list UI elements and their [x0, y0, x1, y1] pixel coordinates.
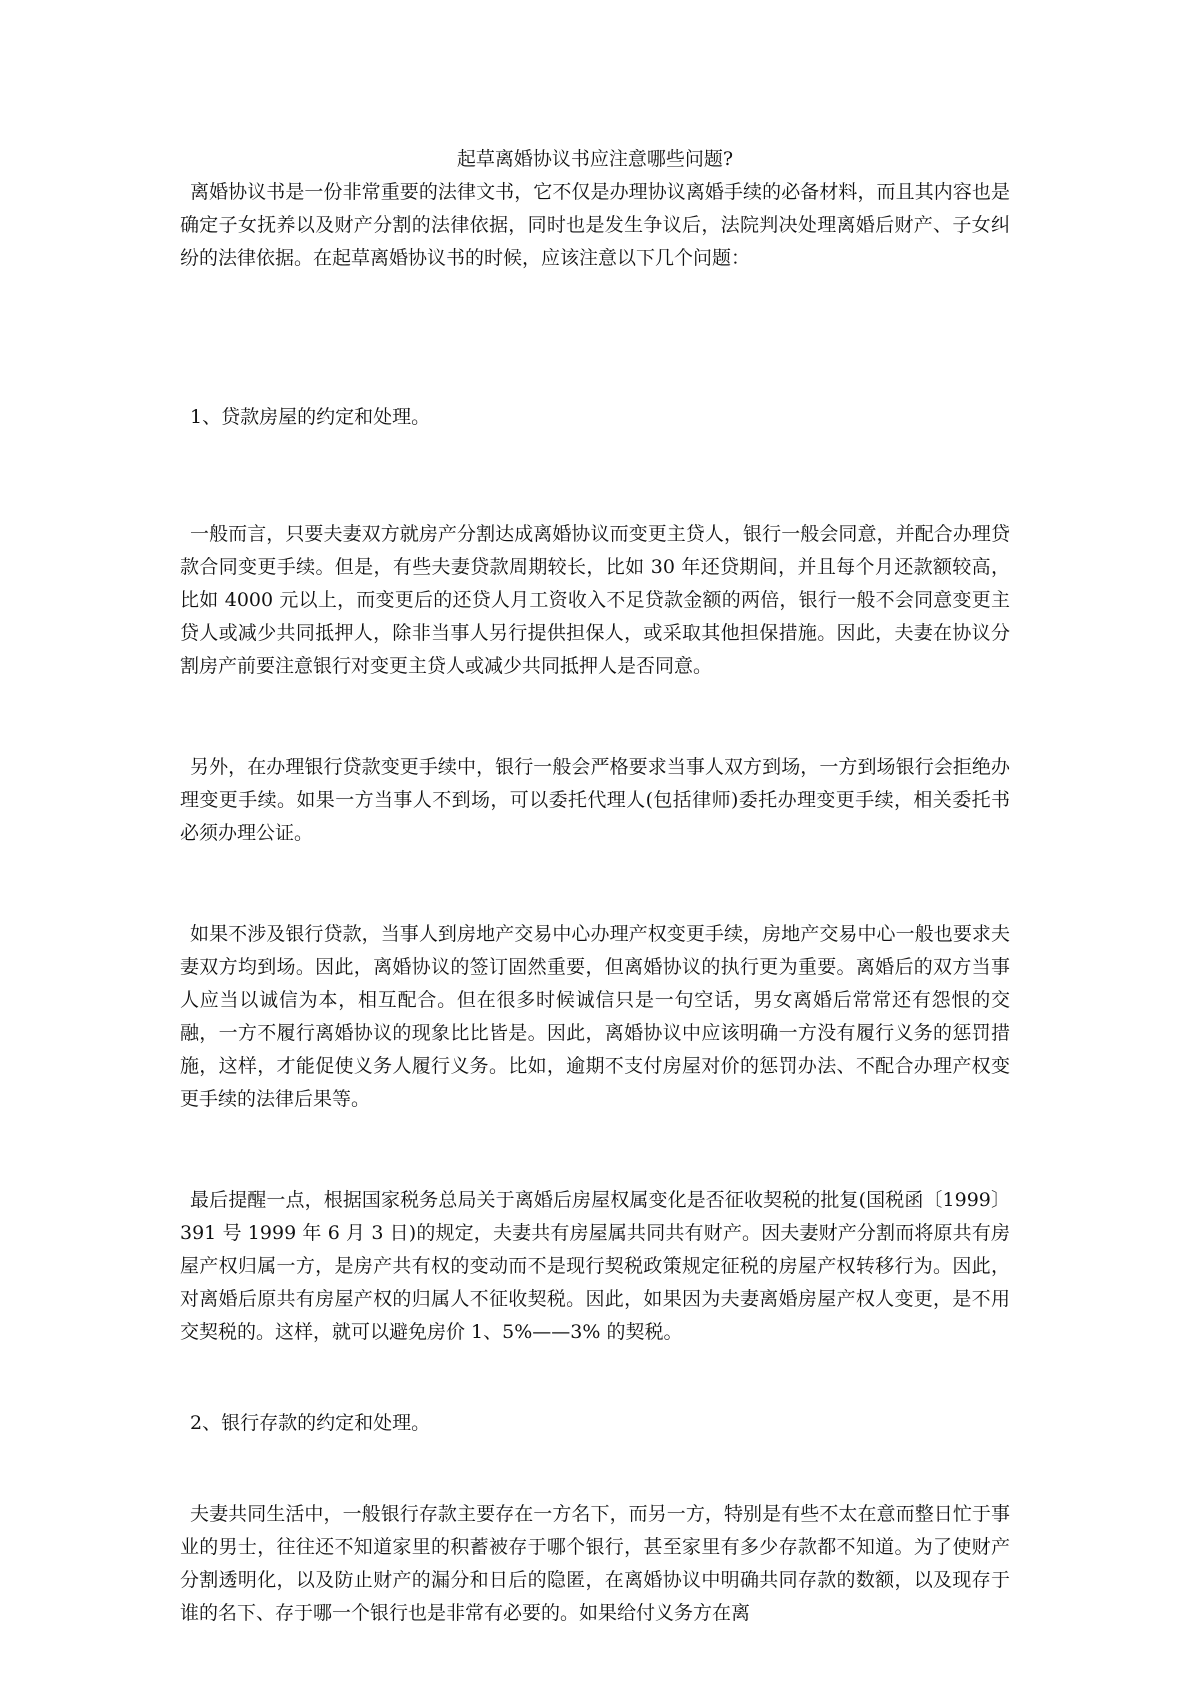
document-title: 起草离婚协议书应注意哪些问题? [456, 148, 734, 170]
section-2-paragraph-1: 夫妻共同生活中，一般银行存款主要存在一方名下，而另一方，特别是有些不太在意而整日忙于事业的男士，往往还不知道家里的积蓄被存于哪个银行，甚至家里有多少存款都不知道。为了使财产分割透明化，以及防止财产的漏分和日后的隐匿，在离婚协议中明确共同存款的数额，以及现存于谁的名下、存于哪一个银行也是非常有必要的。如果给付义务方在离 [180, 1503, 1010, 1624]
intro-paragraph: 离婚协议书是一份非常重要的法律文书，它不仅是办理协议离婚手续的必备材料，而且其内容也是确定子女抚养以及财产分割的法律依据，同时也是发生争议后，法院判决处理离婚后财产、子女纠纷的法律依据。在起草离婚协议书的时候，应该注意以下几个问题： [180, 181, 1010, 269]
section-1-heading: 1、贷款房屋的约定和处理。 [190, 406, 431, 428]
spacer [180, 683, 1010, 751]
section-1-paragraph-4: 最后提醒一点，根据国家税务总局关于离婚后房屋权属变化是否征收契税的批复(国税函〔1999〕391 号 1999 年 6 月 3 日)的规定，夫妻共有房屋属共同共有财产。因夫妻财产分割而将原共有房屋产权归属一方，是房产共有权的变动而不是现行契税政策规定征税的房屋产权转移行为。因此，对离婚后原共有房屋产权的归属人不征收契税。因此，如果因为夫妻离婚房屋产权人变更，是不用交契税的。这样，就可以避免房价 1、5%——3% 的契税。 [180, 1189, 1010, 1343]
spacer [180, 850, 1010, 918]
spacer [180, 1349, 1010, 1407]
spacer [180, 275, 1010, 401]
spacer [180, 1116, 1010, 1184]
section-1-paragraph-3: 如果不涉及银行贷款，当事人到房地产交易中心办理产权变更手续，房地产交易中心一般也要求夫妻双方均到场。因此，离婚协议的签订固然重要，但离婚协议的执行更为重要。离婚后的双方当事人应当以诚信为本，相互配合。但在很多时候诚信只是一句空话，男女离婚后常常还有怨恨的交融，一方不履行离婚协议的现象比比皆是。因此，离婚协议中应该明确一方没有履行义务的惩罚措施，这样，才能促使义务人履行义务。比如，逾期不支付房屋对价的惩罚办法、不配合办理产权变更手续的法律后果等。 [180, 923, 1010, 1110]
document-body [180, 143, 1010, 1630]
spacer [180, 434, 1010, 518]
section-1-paragraph-2: 另外，在办理银行贷款变更手续中，银行一般会严格要求当事人双方到场，一方到场银行会拒绝办理变更手续。如果一方当事人不到场，可以委托代理人(包括律师)委托办理变更手续，相关委托书必须办理公证。 [180, 756, 1010, 844]
section-2-heading: 2、银行存款的约定和处理。 [190, 1412, 431, 1434]
spacer [180, 1440, 1010, 1498]
section-1-paragraph-1: 一般而言，只要夫妻双方就房产分割达成离婚协议而变更主贷人，银行一般会同意，并配合办理贷款合同变更手续。但是，有些夫妻贷款周期较长，比如 30 年还贷期间，并且每个月还款额较高，比如 4000 元以上，而变更后的还贷人月工资收入不足贷款金额的两倍，银行一般不会同意变更主贷人或减少共同抵押人，除非当事人另行提供担保人，或采取其他担保措施。因此，夫妻在协议分割房产前要注意银行对变更主贷人或减少共同抵押人是否同意。 [180, 523, 1010, 677]
